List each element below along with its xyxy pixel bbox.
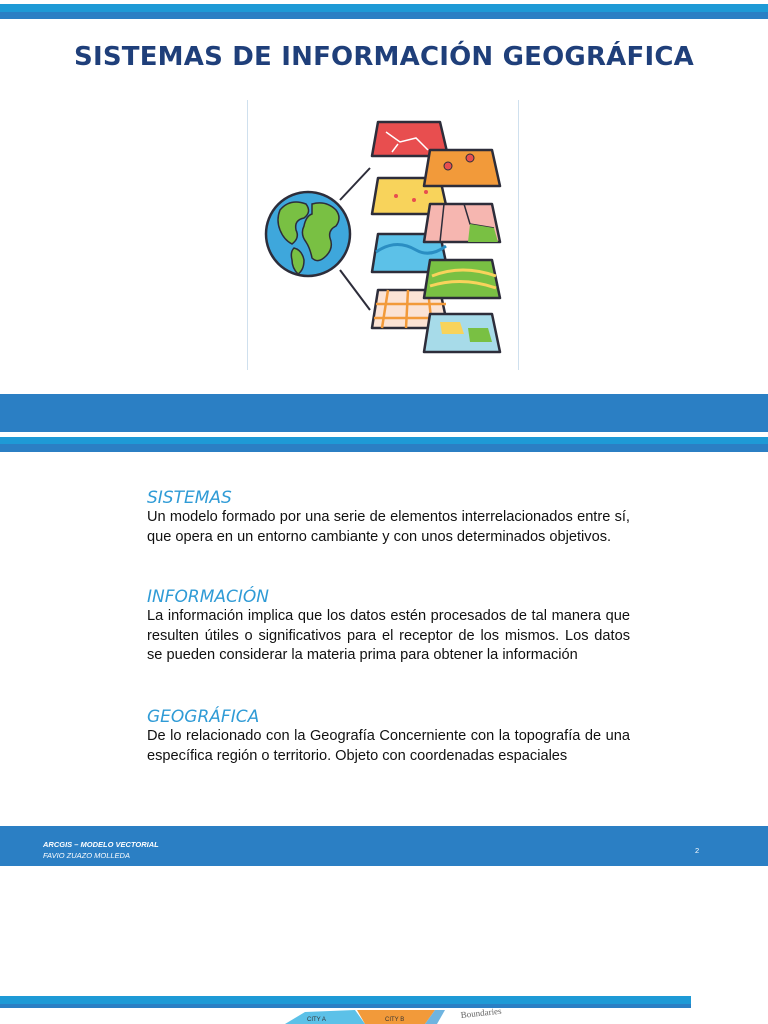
section-informacion [147, 587, 630, 666]
slide1-bottom-band [0, 394, 768, 432]
map-layer-topography [424, 260, 500, 298]
slide3-map-preview [285, 1006, 545, 1024]
boundaries-label: Boundaries [460, 1006, 502, 1020]
slide1-top-stripe-dark [0, 12, 768, 19]
city-a-label: CITY A [307, 1017, 326, 1023]
footer-author: FAVIO ZUAZO MOLLEDA [43, 851, 130, 860]
map-layer-regions [424, 204, 500, 242]
page-number: 2 [695, 846, 700, 855]
section-heading: INFORMACIÓN [147, 587, 269, 607]
section-heading: SISTEMAS [147, 488, 232, 508]
globe-icon [266, 192, 350, 276]
section-text: La información implica que los datos estén procesados de tal manera que resulten útiles o significativos para el receptor de los mismos. Los datos se pueden considerar la materia prima para obtener la información [147, 608, 630, 663]
section-sistemas [147, 488, 630, 547]
footer-title: ARCGIS – MODELO VECTORIAL [43, 840, 159, 849]
slide1-top-stripe [0, 4, 768, 12]
slide-title: SISTEMAS DE INFORMACIÓN GEOGRÁFICA [74, 42, 694, 72]
map-layer-pins [424, 150, 500, 186]
gis-layers-illustration [247, 100, 519, 370]
section-text: De lo relacionado con la Geografía Concerniente con la topografía de una específica región o territorio. Objeto con coordenadas espaciales [147, 728, 630, 764]
slide3-top-stripe [0, 996, 691, 1004]
slide2-top-stripe-dark [0, 444, 768, 452]
section-text: Un modelo formado por una serie de elementos interrelacionados entre sí, que opera en un entorno cambiante y con unos determinados objetivos. [147, 509, 630, 545]
gis-illustration-graphic [248, 100, 518, 370]
section-heading: GEOGRÁFICA [147, 707, 260, 727]
map-layer-land-use [424, 314, 500, 352]
section-geografica [147, 707, 630, 766]
city-b-label: CITY B [385, 1017, 405, 1023]
slide-footer [0, 826, 768, 866]
slide2-top-stripe [0, 437, 768, 444]
